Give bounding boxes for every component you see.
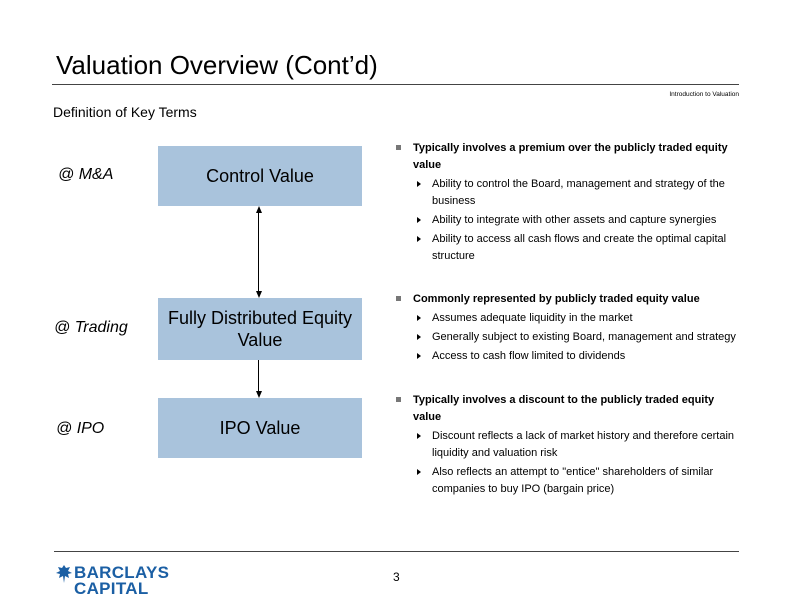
row-label-ipo: @ IPO xyxy=(56,420,105,437)
triangle-bullet-icon xyxy=(417,433,421,439)
notes-control-value xyxy=(396,140,741,265)
note-sub: Discount reflects a lack of market history and therefore certain liquidity and valuation risk xyxy=(396,428,741,462)
notes-ipo-value xyxy=(396,392,741,498)
arrow-head-down-lower xyxy=(256,391,262,398)
square-bullet-icon xyxy=(396,145,401,150)
note-sub: Generally subject to existing Board, management and strategy xyxy=(396,329,741,346)
note-sub: Ability to access all cash flows and create the optimal capital structure xyxy=(396,231,741,265)
section-label: Introduction to Valuation xyxy=(669,91,739,98)
triangle-bullet-icon xyxy=(417,217,421,223)
barclays-capital-logo xyxy=(55,563,175,597)
note-sub: Access to cash flow limited to dividends xyxy=(396,348,741,365)
triangle-bullet-icon xyxy=(417,236,421,242)
page-title: Valuation Overview (Cont’d) xyxy=(56,50,378,80)
connector-line-upper xyxy=(258,212,259,292)
logo-line1: BARCLAYS xyxy=(74,563,170,582)
triangle-bullet-icon xyxy=(417,334,421,340)
square-bullet-icon xyxy=(396,296,401,301)
triangle-bullet-icon xyxy=(417,353,421,359)
row-label-ma: @ M&A xyxy=(58,166,114,183)
page-subtitle: Definition of Key Terms xyxy=(53,104,197,120)
triangle-bullet-icon xyxy=(417,469,421,475)
note-main: Typically involves a premium over the publicly traded equity value xyxy=(396,140,741,174)
square-bullet-icon xyxy=(396,397,401,402)
page-number: 3 xyxy=(393,570,400,584)
note-sub: Ability to control the Board, management and strategy of the business xyxy=(396,176,741,210)
triangle-bullet-icon xyxy=(417,315,421,321)
logo-line2: CAPITAL xyxy=(74,579,149,598)
fully-distributed-value-box xyxy=(158,298,362,360)
note-sub: Assumes adequate liquidity in the market xyxy=(396,310,741,327)
header-divider xyxy=(52,84,739,85)
connector-line-lower xyxy=(258,360,259,392)
note-sub: Also reflects an attempt to "entice" shareholders of similar companies to buy IPO (bargain price) xyxy=(396,464,741,498)
note-main: Typically involves a discount to the publicly traded equity value xyxy=(396,392,741,426)
notes-trading-value xyxy=(396,291,741,365)
arrow-head-down xyxy=(256,291,262,298)
ipo-value-label: IPO Value xyxy=(219,418,301,438)
footer-divider xyxy=(54,551,739,552)
ipo-value-box xyxy=(158,398,362,458)
control-value-label: Control Value xyxy=(206,166,314,186)
note-main: Commonly represented by publicly traded equity value xyxy=(396,291,741,308)
control-value-box xyxy=(158,146,362,206)
note-sub: Ability to integrate with other assets and capture synergies xyxy=(396,212,741,229)
triangle-bullet-icon xyxy=(417,181,421,187)
row-label-trading: @ Trading xyxy=(54,319,128,336)
eagle-icon xyxy=(55,564,73,584)
fully-distributed-value-label: Fully Distributed Equity Value xyxy=(167,308,353,350)
